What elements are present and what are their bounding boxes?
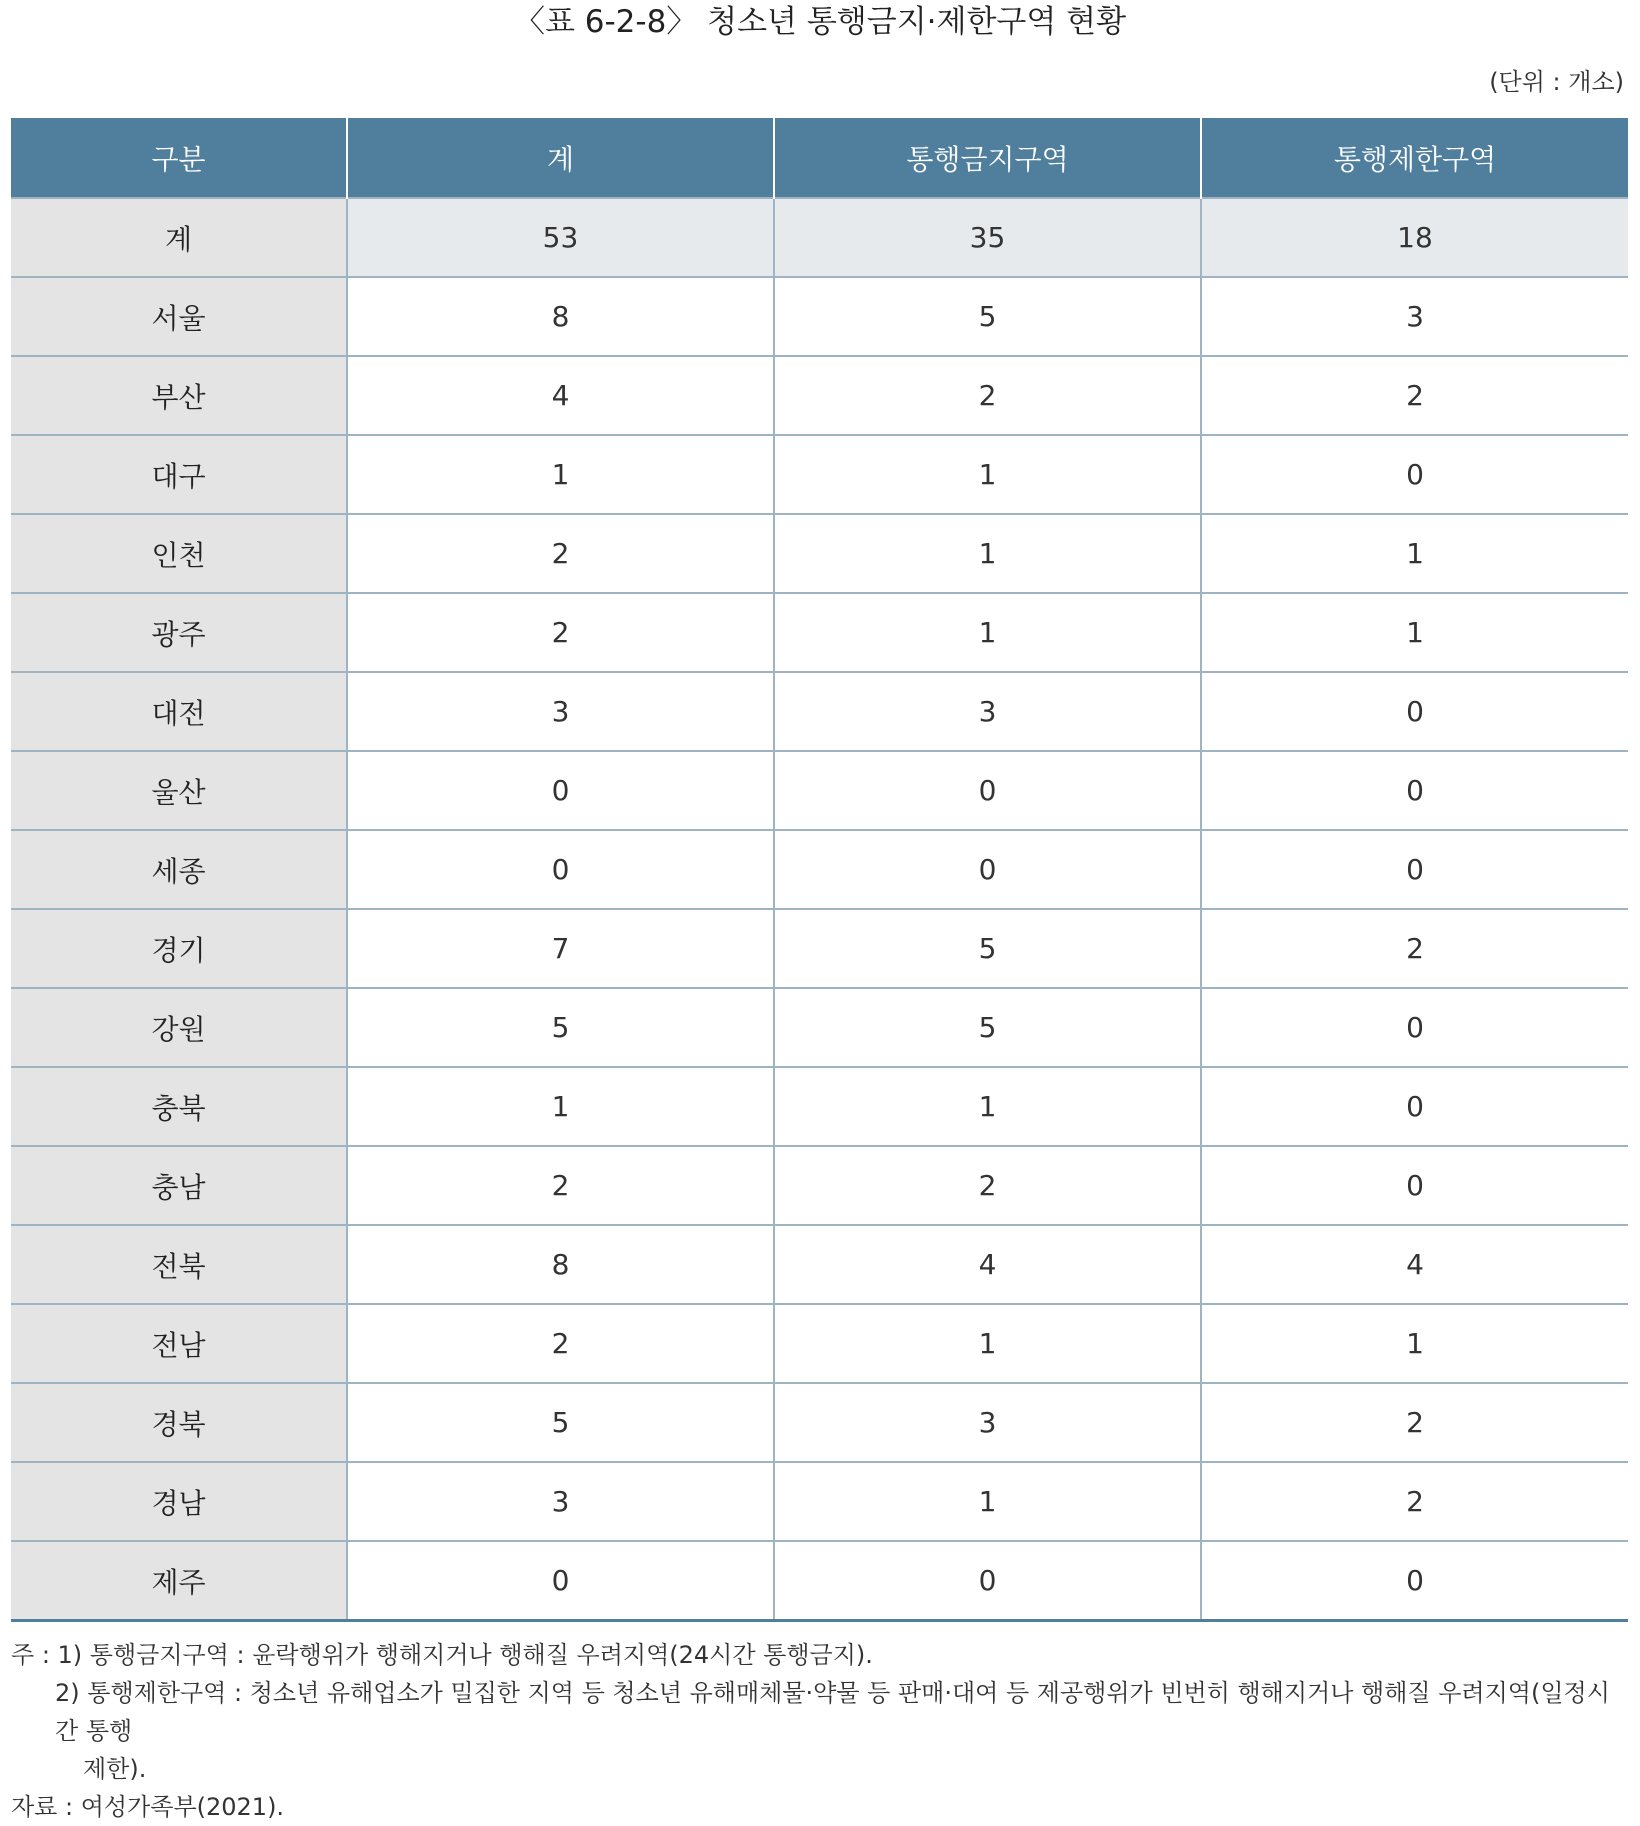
row-label: 인천 <box>11 514 347 593</box>
cell-total: 0 <box>347 830 774 909</box>
cell-restricted: 0 <box>1201 1146 1628 1225</box>
cell-prohibited: 0 <box>774 751 1201 830</box>
table-row <box>11 356 1628 435</box>
cell-prohibited: 1 <box>774 1067 1201 1146</box>
cell-restricted: 2 <box>1201 356 1628 435</box>
cell-total: 0 <box>347 1541 774 1621</box>
row-label: 부산 <box>11 356 347 435</box>
row-label: 경남 <box>11 1462 347 1541</box>
cell-total: 2 <box>347 1146 774 1225</box>
source-note: 자료 : 여성가족부(2021). <box>11 1793 285 1821</box>
cell-total: 4 <box>347 356 774 435</box>
row-label: 제주 <box>11 1541 347 1621</box>
table-row <box>11 1225 1628 1304</box>
cell-prohibited: 5 <box>774 909 1201 988</box>
cell-total: 2 <box>347 514 774 593</box>
cell-prohibited: 1 <box>774 514 1201 593</box>
cell-prohibited: 1 <box>774 593 1201 672</box>
cell-prohibited: 5 <box>774 988 1201 1067</box>
table-row <box>11 1304 1628 1383</box>
row-label: 전북 <box>11 1225 347 1304</box>
row-label: 울산 <box>11 751 347 830</box>
cell-restricted: 0 <box>1201 751 1628 830</box>
cell-prohibited: 0 <box>774 1541 1201 1621</box>
cell-prohibited: 2 <box>774 356 1201 435</box>
table-row <box>11 593 1628 672</box>
cell-prohibited: 1 <box>774 1462 1201 1541</box>
table-row-total <box>11 198 1628 277</box>
cell-total: 1 <box>347 1067 774 1146</box>
table-header-row <box>11 118 1628 198</box>
table-row <box>11 988 1628 1067</box>
cell-total: 3 <box>347 1462 774 1541</box>
cell-total: 2 <box>347 1304 774 1383</box>
cell-total: 53 <box>347 198 774 277</box>
cell-total: 3 <box>347 672 774 751</box>
cell-restricted: 1 <box>1201 514 1628 593</box>
unit-label: (단위 : 개소) <box>1489 68 1624 96</box>
row-label: 경북 <box>11 1383 347 1462</box>
cell-restricted: 4 <box>1201 1225 1628 1304</box>
table-row <box>11 1383 1628 1462</box>
cell-prohibited: 35 <box>774 198 1201 277</box>
table-row <box>11 672 1628 751</box>
row-label: 서울 <box>11 277 347 356</box>
cell-total: 5 <box>347 1383 774 1462</box>
header-prohibited-zone: 통행금지구역 <box>774 118 1201 198</box>
row-label: 경기 <box>11 909 347 988</box>
cell-prohibited: 3 <box>774 1383 1201 1462</box>
table-row <box>11 435 1628 514</box>
cell-prohibited: 0 <box>774 830 1201 909</box>
table-row <box>11 514 1628 593</box>
cell-total: 8 <box>347 1225 774 1304</box>
cell-prohibited: 1 <box>774 1304 1201 1383</box>
cell-prohibited: 3 <box>774 672 1201 751</box>
note-1: 주 : 1) 통행금지구역 : 윤락행위가 행해지거나 행해질 우려지역(24시간 통행금지). <box>11 1641 873 1669</box>
table-row <box>11 1462 1628 1541</box>
cell-restricted: 1 <box>1201 593 1628 672</box>
cell-prohibited: 4 <box>774 1225 1201 1304</box>
cell-prohibited: 2 <box>774 1146 1201 1225</box>
cell-restricted: 0 <box>1201 1067 1628 1146</box>
row-label: 강원 <box>11 988 347 1067</box>
cell-prohibited: 5 <box>774 277 1201 356</box>
row-label: 광주 <box>11 593 347 672</box>
cell-restricted: 1 <box>1201 1304 1628 1383</box>
row-label: 계 <box>11 198 347 277</box>
cell-total: 1 <box>347 435 774 514</box>
table-title: 〈표 6-2-8〉 청소년 통행금지·제한구역 현황 <box>513 4 1127 40</box>
cell-restricted: 2 <box>1201 1462 1628 1541</box>
note-2-continuation: 제한). <box>83 1755 147 1783</box>
row-label: 전남 <box>11 1304 347 1383</box>
table-row <box>11 830 1628 909</box>
table-row <box>11 751 1628 830</box>
region-table <box>11 118 1628 1622</box>
cell-total: 5 <box>347 988 774 1067</box>
row-label: 대구 <box>11 435 347 514</box>
row-label: 대전 <box>11 672 347 751</box>
cell-restricted: 0 <box>1201 672 1628 751</box>
header-restricted-zone: 통행제한구역 <box>1201 118 1628 198</box>
cell-restricted: 3 <box>1201 277 1628 356</box>
header-total: 계 <box>347 118 774 198</box>
cell-restricted: 0 <box>1201 830 1628 909</box>
table-notes <box>11 1636 1631 1826</box>
row-label: 충북 <box>11 1067 347 1146</box>
table-row <box>11 1146 1628 1225</box>
header-category: 구분 <box>11 118 347 198</box>
cell-restricted: 0 <box>1201 988 1628 1067</box>
table-row <box>11 277 1628 356</box>
table-row <box>11 1067 1628 1146</box>
cell-restricted: 0 <box>1201 435 1628 514</box>
table-row <box>11 909 1628 988</box>
cell-prohibited: 1 <box>774 435 1201 514</box>
note-2: 2) 통행제한구역 : 청소년 유해업소가 밀집한 지역 등 청소년 유해매체물·약물 등 판매·대여 등 제공행위가 빈번히 행해지거나 행해질 우려지역(일정시간 통행 <box>55 1679 1610 1745</box>
cell-restricted: 2 <box>1201 1383 1628 1462</box>
cell-restricted: 2 <box>1201 909 1628 988</box>
cell-total: 8 <box>347 277 774 356</box>
table-row <box>11 1541 1628 1621</box>
cell-total: 7 <box>347 909 774 988</box>
cell-restricted: 0 <box>1201 1541 1628 1621</box>
cell-total: 2 <box>347 593 774 672</box>
cell-restricted: 18 <box>1201 198 1628 277</box>
row-label: 충남 <box>11 1146 347 1225</box>
row-label: 세종 <box>11 830 347 909</box>
cell-total: 0 <box>347 751 774 830</box>
